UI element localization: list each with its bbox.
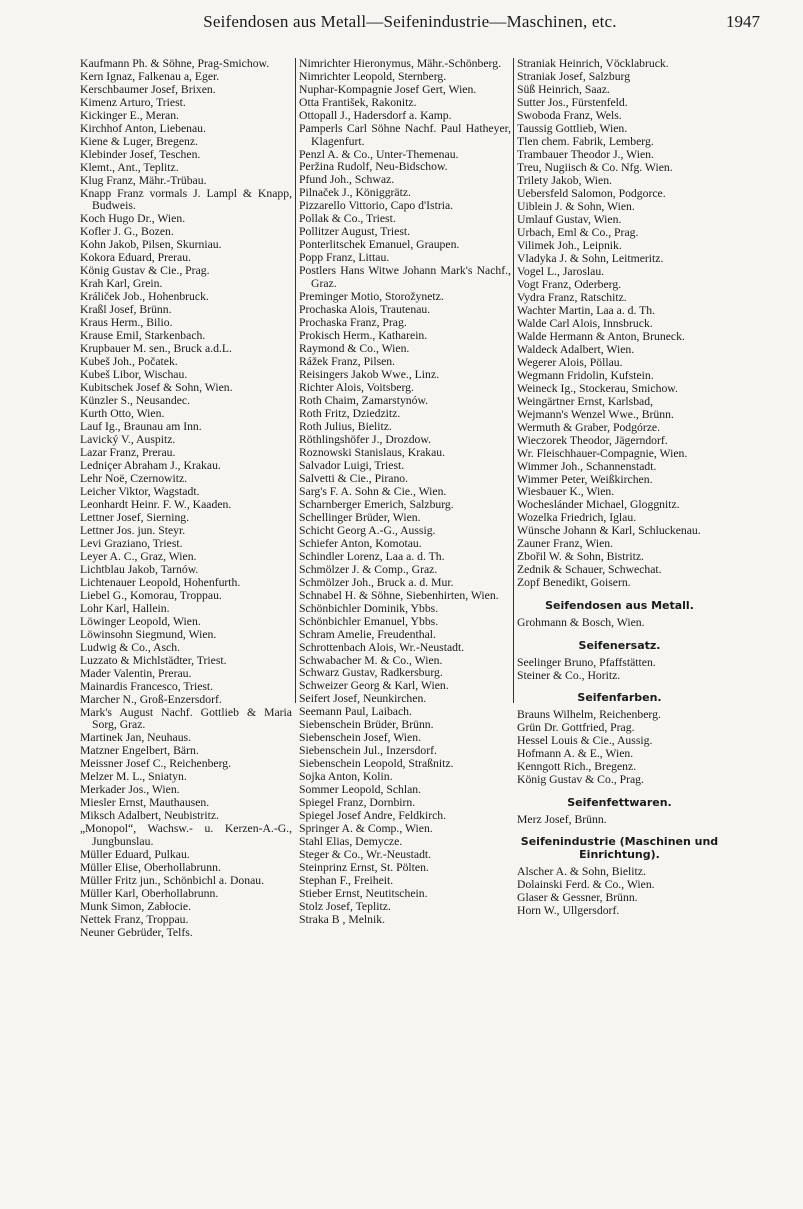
directory-entry: Wiesbauer K., Wien.	[517, 485, 615, 499]
directory-entry: Salvador Luigi, Triest.	[299, 458, 405, 472]
directory-entry: Lohr Karl, Hallein.	[80, 601, 170, 615]
directory-entry: Scharnberger Emerich, Salzburg.	[299, 497, 454, 511]
directory-entry: Umlauf Gustav, Wien.	[517, 212, 622, 226]
directory-entry: Vogt Franz, Oderberg.	[517, 277, 622, 291]
directory-entry: Glaser & Gessner, Brünn.	[517, 891, 638, 905]
directory-entry: König Gustav & Co., Prag.	[517, 773, 644, 787]
directory-entry: Dolainski Ferd. & Co., Wien.	[517, 878, 655, 892]
directory-column-1	[80, 58, 292, 940]
directory-entry: Uebersfeld Salomon, Podgorce.	[517, 186, 666, 200]
directory-entry: Schönbichler Emanuel, Ybbs.	[299, 614, 439, 628]
directory-entry: Salvetti & Cie., Pirano.	[299, 471, 409, 485]
directory-entry: Krause Emil, Starkenbach.	[80, 329, 206, 343]
directory-entry: Wegmann Fridolin, Kufstein.	[517, 368, 654, 382]
directory-entry: Straniak Heinrich, Vöcklabruck.	[517, 57, 669, 70]
directory-entry: Preminger Motio, Storožynetz.	[299, 289, 444, 303]
directory-entry: Hessel Louis & Cie., Aussig.	[517, 734, 653, 748]
directory-entry: Lichtblau Jakob, Tarnów.	[80, 563, 199, 576]
directory-entry: Nuphar-Kompagnie Josef Gert, Wien.	[299, 82, 477, 96]
directory-entry: Kubeš Joh., Počatek.	[80, 355, 178, 369]
section-heading: Seifendosen aus Metall.	[545, 598, 694, 612]
directory-entry: Lavický V., Auspitz.	[80, 433, 176, 447]
directory-entry: „Monopol“, Wachsw.- u. Kerzen-A.-G., Jungbunslau.	[80, 822, 292, 848]
directory-entry: Mainardis Francesco, Triest.	[80, 679, 214, 693]
directory-entry: Postlers Hans Witwe Johann Mark's Nachf., Graz.	[299, 264, 511, 290]
directory-entry: Miesler Ernst, Mauthausen.	[80, 796, 210, 810]
directory-entry: Wachter Martin, Laa a. d. Th.	[517, 303, 656, 317]
directory-entry: Lazar Franz, Prerau.	[80, 446, 176, 460]
directory-entry: Krupbauer M. sen., Bruck a.d.L.	[80, 342, 232, 356]
page-number: 1947	[726, 12, 760, 31]
directory-entry: Knapp Franz vormals J. Lampl & Knapp, Budweis.	[80, 186, 292, 213]
section-heading: Seifenfettwaren.	[567, 795, 672, 809]
column-divider	[295, 58, 296, 703]
directory-entry: Spiegel Josef Andre, Feldkirch.	[299, 809, 447, 823]
directory-entry: Löwinsohn Siegmund, Wien.	[80, 627, 217, 641]
directory-entry: Müller Fritz jun., Schönbichl a. Donau.	[80, 873, 265, 887]
directory-entry: Stahl Elias, Demycze.	[299, 835, 403, 849]
directory-entry: Taussig Gottlieb, Wien.	[517, 121, 628, 135]
directory-entry: Spiegel Franz, Dornbirn.	[299, 796, 416, 810]
directory-entry: Pollitzer August, Triest.	[299, 225, 411, 239]
directory-entry: Weingärtner Ernst, Karlsbad,	[517, 394, 654, 408]
directory-entry: Siebenschein Leopold, Straßnitz.	[299, 757, 454, 771]
directory-entry: Vogel L., Jaroslau.	[517, 264, 605, 278]
directory-entry: Süß Heinrich, Saaz.	[517, 82, 610, 96]
directory-entry: Kubitschek Josef & Sohn, Wien.	[80, 381, 233, 395]
directory-entry: Sojka Anton, Kolin.	[299, 770, 393, 784]
directory-entry: Schram Amelie, Freudenthal.	[299, 627, 436, 641]
directory-entry: Straka B , Melnik.	[299, 913, 386, 927]
directory-entry: Kern Ignaz, Falkenau a, Eger.	[80, 69, 220, 83]
directory-entry: Sommer Leopold, Schlan.	[299, 783, 422, 797]
directory-entry: Pollak & Co., Triest.	[299, 212, 396, 226]
directory-entry: Mark's August Nachf. Gottlieb & Maria Sorg, Graz.	[80, 705, 292, 732]
directory-entry: Roth Julius, Bielitz.	[299, 419, 392, 433]
directory-entry: Krah Karl, Grein.	[80, 277, 163, 291]
directory-entry: Ottopall J., Hadersdorf a. Kamp.	[299, 108, 452, 122]
directory-entry: Kickinger E., Meran.	[80, 108, 179, 122]
directory-entry: Trilety Jakob, Wien.	[517, 173, 612, 187]
directory-entry: Roth Fritz, Dziedzitz.	[299, 406, 401, 420]
directory-entry: Kiene & Luger, Bregenz.	[80, 134, 198, 148]
directory-entry: Schweizer Georg & Karl, Wien.	[299, 679, 449, 693]
directory-entry: Melzer M. L., Sniatyn.	[80, 770, 187, 784]
directory-entry: König Gustav & Cie., Prag.	[80, 264, 210, 278]
directory-entry: Miksch Adalbert, Neubistritz.	[80, 809, 219, 823]
directory-entry: Prokisch Herm., Katharein.	[299, 328, 428, 342]
directory-entry: Raymond & Co., Wien.	[299, 341, 410, 355]
directory-entry: Zauner Franz, Wien.	[517, 537, 614, 551]
directory-entry: Stolz Josef, Teplitz.	[299, 900, 391, 914]
directory-entry: Králiček Job., Hohenbruck.	[80, 290, 209, 304]
directory-entry: Klemt., Ant., Teplitz.	[80, 160, 179, 174]
directory-entry: Springer A. & Comp., Wien.	[299, 822, 433, 836]
directory-entry: Steger & Co., Wr.-Neustadt.	[299, 848, 432, 862]
directory-entry: Sutter Jos., Fürstenfeld.	[517, 95, 628, 109]
directory-entry: Straniak Josef, Salzburg	[517, 69, 631, 83]
directory-entry: Schmölzer Joh., Bruck a. d. Mur.	[299, 575, 454, 589]
directory-entry: Hofmann A. & E., Wien.	[517, 747, 634, 761]
directory-entry: Nimrichter Hieronymus, Mähr.-Schönberg.	[299, 57, 502, 70]
directory-entry: Levi Graziano, Triest.	[80, 537, 183, 551]
directory-entry: Schindler Lorenz, Laa a. d. Th.	[299, 549, 445, 563]
directory-entry: Kubeš Libor, Wischau.	[80, 368, 188, 382]
directory-entry: Wimmer Joh., Schannenstadt.	[517, 459, 657, 473]
section-heading: Seifenersatz.	[578, 638, 661, 652]
directory-entry: Wejmann's Wenzel Wwe., Brünn.	[517, 407, 674, 421]
directory-entry: Schwabacher M. & Co., Wien.	[299, 653, 443, 667]
directory-entry: Pizzarello Vittorio, Capo d'Istria.	[299, 199, 454, 213]
directory-entry: Grohmann & Bosch, Wien.	[517, 615, 645, 629]
directory-entry: Meissner Josef C., Reichenberg.	[80, 757, 232, 771]
directory-entry: Vladyka J. & Sohn, Leitmeritz.	[517, 251, 664, 265]
directory-entry: Wimmer Peter, Weißkirchen.	[517, 472, 653, 486]
directory-entry: Seemann Paul, Laibach.	[299, 705, 412, 719]
directory-entry: Rážek Franz, Pilsen.	[299, 354, 396, 368]
directory-entry: Walde Carl Alois, Innsbruck.	[517, 316, 653, 330]
directory-entry: Steiner & Co., Horitz.	[517, 668, 621, 682]
directory-entry: Prochaska Alois, Trautenau.	[299, 302, 431, 316]
directory-entry: Löwinger Leopold, Wien.	[80, 614, 201, 628]
page-title: Seifendosen aus Metall—Seifenindustrie—Maschinen, etc.	[203, 12, 617, 31]
directory-entry: Siebenschein Brüder, Brünn.	[299, 718, 434, 732]
directory-entry: Müller Karl, Oberhollabrunn.	[80, 886, 219, 900]
directory-entry: Seelinger Bruno, Pfaffstätten.	[517, 655, 656, 669]
directory-entry: Kenngott Rich., Bregenz.	[517, 760, 637, 774]
directory-entry: Ledniçer Abraham J., Krakau.	[80, 459, 221, 473]
directory-entry: Popp Franz, Littau.	[299, 251, 390, 265]
directory-entry: Siebenschein Josef, Wien.	[299, 731, 422, 745]
directory-entry: Lettner Josef, Sierning.	[80, 511, 190, 525]
directory-entry: Kurth Otto, Wien.	[80, 407, 165, 421]
directory-entry: Lehr Noë, Czernowitz.	[80, 472, 188, 486]
directory-entry: Schrottenbach Alois, Wr.-Neustadt.	[299, 640, 465, 654]
directory-entry: Waldeck Adalbert, Wien.	[517, 342, 635, 356]
directory-entry: Roznowski Stanislaus, Krakau.	[299, 445, 446, 459]
directory-entry: Leicher Viktor, Wagstadt.	[80, 485, 200, 499]
directory-entry: Nimrichter Leopold, Sternberg.	[299, 69, 447, 83]
directory-entry: Brauns Wilhelm, Reichenberg.	[517, 708, 661, 722]
directory-entry: Leyer A. C., Graz, Wien.	[80, 550, 197, 564]
directory-entry: Zbořil W. & Sohn, Bistritz.	[517, 550, 644, 564]
directory-entry: Schicht Georg A.-G., Aussig.	[299, 523, 436, 537]
directory-entry: Munk Simon, Zabłocie.	[80, 899, 192, 913]
directory-entry: Liebel G., Komorau, Troppau.	[80, 588, 222, 602]
directory-entry: Otta František, Rakonitz.	[299, 95, 417, 109]
directory-entry: Pamperls Carl Söhne Nachf. Paul Hatheyer, Klagenfurt.	[299, 121, 511, 148]
directory-entry: Müller Eduard, Pulkau.	[80, 847, 190, 861]
directory-entry: Sarg's F. A. Sohn & Cie., Wien.	[299, 484, 447, 498]
directory-entry: Zednik & Schauer, Schwechat.	[517, 563, 662, 577]
directory-entry: Roth Chaim, Zamarstynów.	[299, 393, 429, 407]
directory-entry: Treu, Nugiisch & Co. Nfg. Wien.	[517, 160, 673, 174]
directory-entry: Merkader Jos., Wien.	[80, 783, 180, 797]
directory-entry: Alscher A. & Sohn, Bielitz.	[517, 865, 646, 879]
section-heading: Seifenfarben.	[577, 691, 662, 705]
directory-entry: Kofler J. G., Bozen.	[80, 225, 174, 239]
directory-entry: Kerschbaumer Josef, Brixen.	[80, 82, 216, 96]
directory-entry: Uiblein J. & Sohn, Wien.	[517, 199, 635, 213]
directory-entry: Luzzato & Michlstädter, Triest.	[80, 653, 227, 667]
directory-entry: Penzl A. & Co., Unter-Themenau.	[299, 147, 459, 161]
directory-entry: Ludwig & Co., Asch.	[80, 640, 180, 654]
directory-entry: Richter Alois, Voitsberg.	[299, 380, 414, 394]
directory-entry: Röthlingshöfer J., Drozdow.	[299, 432, 432, 446]
directory-entry: Kraus Herm., Bilio.	[80, 316, 173, 330]
directory-entry: Künzler S., Neusandec.	[80, 394, 191, 408]
directory-entry: Schnabel H. & Söhne, Siebenhirten, Wien.	[299, 588, 499, 602]
directory-entry: Stieber Ernst, Neutitschein.	[299, 887, 428, 901]
directory-entry: Kaufmann Ph. & Söhne, Prag-Smichow.	[80, 57, 270, 70]
directory-entry: Schiefer Anton, Komotau.	[299, 536, 422, 550]
directory-entry: Wieczorek Theodor, Jägerndorf.	[517, 433, 668, 447]
directory-entry: Kirchhof Anton, Liebenau.	[80, 121, 206, 135]
directory-entry: Kraßl Josef, Brünn.	[80, 303, 172, 317]
directory-entry: Schmölzer J. & Comp., Graz.	[299, 562, 438, 576]
directory-entry: Wünsche Johann & Karl, Schluckenau.	[517, 524, 701, 538]
directory-entry: Kokora Eduard, Prerau.	[80, 251, 191, 265]
directory-entry: Vydra Franz, Ratschitz.	[517, 290, 627, 304]
directory-entry: Pfund Joh., Schwaz.	[299, 173, 395, 187]
directory-entry: Martinek Jan, Neuhaus.	[80, 731, 192, 745]
directory-entry: Wermuth & Graber, Podgórze.	[517, 420, 661, 434]
directory-entry: Weineck Ig., Stockerau, Smichow.	[517, 381, 678, 395]
directory-entry: Schwarz Gustav, Radkersburg.	[299, 666, 443, 680]
directory-entry: Nettek Franz, Troppau.	[80, 912, 189, 926]
page-header	[60, 8, 760, 38]
directory-entry: Koch Hugo Dr., Wien.	[80, 212, 186, 226]
directory-entry: Mader Valentin, Prerau.	[80, 666, 192, 680]
column-divider	[513, 58, 514, 703]
directory-entry: Lichtenauer Leopold, Hohenfurth.	[80, 575, 241, 589]
directory-entry: Müller Elise, Oberhollabrunn.	[80, 860, 221, 874]
directory-entry: Ponterlitschek Emanuel, Graupen.	[299, 238, 460, 252]
directory-entry: Merz Josef, Brünn.	[517, 812, 607, 826]
directory-entry: Grün Dr. Gottfried, Prag.	[517, 721, 635, 735]
directory-entry: Matzner Engelbert, Bärn.	[80, 744, 199, 758]
directory-entry: Kohn Jakob, Pilsen, Skurniau.	[80, 238, 222, 252]
directory-entry: Swoboda Franz, Wels.	[517, 108, 622, 122]
directory-entry: Wegerer Alois, Pöllau.	[517, 355, 623, 369]
directory-entry: Siebenschein Jul., Inzersdorf.	[299, 744, 437, 758]
directory-entry: Prochaska Franz, Prag.	[299, 315, 407, 329]
directory-entry: Neuner Gebrüder, Telfs.	[80, 925, 193, 939]
directory-entry: Lauf Ig., Braunau am Inn.	[80, 420, 202, 434]
directory-entry: Wr. Fleischhauer-Compagnie, Wien.	[517, 446, 688, 460]
directory-entry: Reisingers Jakob Wwe., Linz.	[299, 367, 440, 381]
directory-entry: Wocheslánder Michael, Gloggnitz.	[517, 498, 680, 512]
directory-entry: Seifert Josef, Neunkirchen.	[299, 692, 427, 706]
directory-column-2	[299, 58, 511, 927]
directory-entry: Klug Franz, Mähr.-Trübau.	[80, 173, 207, 187]
directory-entry: Walde Hermann & Anton, Bruneck.	[517, 329, 685, 343]
directory-entry: Steinprinz Ernst, St. Pölten.	[299, 861, 429, 875]
directory-column-3	[517, 58, 722, 918]
directory-entry: Tlen chem. Fabrik, Lemberg.	[517, 134, 654, 148]
section-heading: Seifenindustrie (Maschinen und Einrichtung).	[520, 835, 719, 862]
directory-entry: Lettner Jos. jun. Steyr.	[80, 524, 186, 538]
directory-entry: Schönbichler Dominik, Ybbs.	[299, 601, 439, 615]
directory-entry: Schellinger Brüder, Wien.	[299, 510, 421, 524]
directory-entry: Trambauer Theodor J., Wien.	[517, 147, 654, 161]
directory-entry: Wozelka Friedrich, Iglau.	[517, 511, 637, 525]
directory-entry: Kimenz Arturo, Triest.	[80, 95, 186, 109]
directory-entry: Stephan F., Freiheit.	[299, 874, 394, 888]
directory-entry: Leonhardt Heinr. F. W., Kaaden.	[80, 498, 232, 512]
directory-entry: Peržina Rudolf, Neu-Bidschow.	[299, 160, 448, 174]
directory-entry: Horn W., Ullgersdorf.	[517, 904, 620, 918]
directory-entry: Klebinder Josef, Teschen.	[80, 147, 201, 161]
directory-entry: Pilnaček J., Königgrätz.	[299, 186, 411, 200]
directory-entry: Vilimek Joh., Leipnik.	[517, 238, 622, 252]
directory-entry: Urbach, Eml & Co., Prag.	[517, 225, 639, 239]
directory-entry: Zopf Benedikt, Goisern.	[517, 576, 631, 590]
directory-entry: Marcher N., Groß-Enzersdorf.	[80, 692, 222, 706]
